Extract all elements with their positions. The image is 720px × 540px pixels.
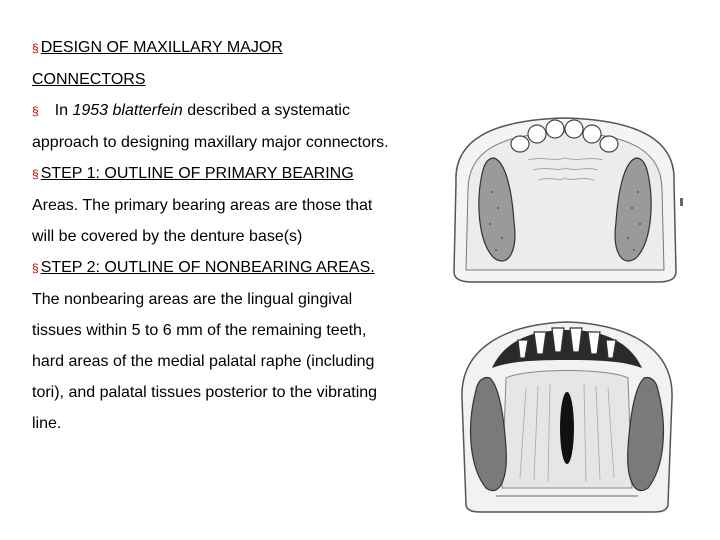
step2-line-5: tori), and palatal tissues posterior to the vibrating [32, 384, 378, 401]
intro-line-2: approach to designing maxillary major connectors. [32, 134, 389, 151]
step1-line-3: will be covered by the denture base(s) [32, 228, 303, 245]
step2-line-4: hard areas of the medial palatal raphe (including [32, 353, 375, 370]
figure-tick-mark [680, 198, 683, 206]
bullet-icon: § [32, 104, 39, 118]
bullet-icon: § [32, 41, 39, 55]
heading-line-2: CONNECTORS [32, 71, 146, 88]
step2-line-3: tissues within 5 to 6 mm of the remaining teeth, [32, 322, 367, 339]
step2-line-2: The nonbearing areas are the lingual gingival [32, 291, 353, 308]
bullet-icon: § [32, 261, 39, 275]
step1-title: § STEP 1: OUTLINE OF PRIMARY BEARING [32, 165, 354, 182]
step1-line-2: Areas. The primary bearing areas are those that [32, 197, 373, 214]
slide-text [32, 32, 452, 439]
intro-line-1: § In 1953 blatterfein described a systematic [32, 102, 350, 119]
bullet-icon: § [32, 167, 39, 181]
maxillary-cast-bearing-areas-image [448, 112, 682, 284]
maxillary-cast-nonbearing-areas-image [456, 318, 678, 514]
step2-line-6: line. [32, 415, 62, 432]
step2-title: § STEP 2: OUTLINE OF NONBEARING AREAS. [32, 259, 375, 276]
heading-line-1: § DESIGN OF MAXILLARY MAJOR [32, 39, 283, 56]
